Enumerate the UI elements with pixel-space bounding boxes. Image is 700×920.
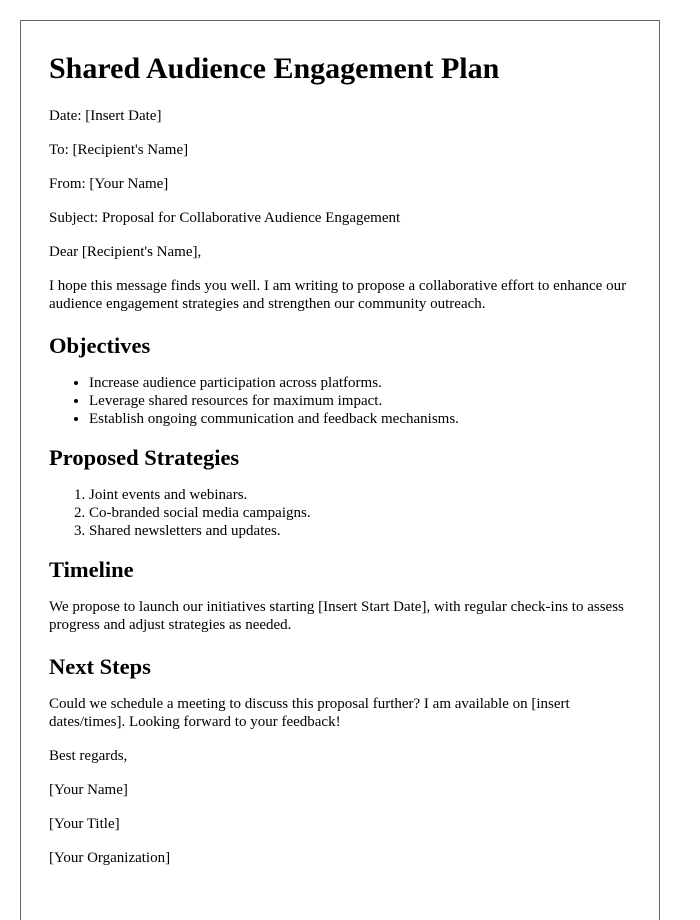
signature-name: [Your Name] [49,782,128,798]
list-item: • Leverage shared resources for maximum impact. [89,392,631,410]
objectives-heading: Objectives [49,333,151,358]
signature-title: [Your Title] [49,816,120,832]
from-line: From: [Your Name] [49,176,169,192]
strategies-heading: Proposed Strategies [49,445,240,470]
list-item: 3. Shared newsletters and updates. [89,522,631,540]
salutation: Dear [Recipient's Name], [49,244,202,260]
subject-line: Subject: Proposal for Collaborative Audience Engagement [49,210,401,226]
objectives-list [49,374,631,428]
list-item: • Increase audience participation across platforms. [89,374,631,392]
strategies-list [49,486,631,540]
timeline-heading: Timeline [49,557,134,582]
next-steps-paragraph: Could we schedule a meeting to discuss this proposal further? I am available on [insert dates/times]. Looking forward to your feedback! [49,696,570,730]
letter-body [49,107,631,883]
next-steps-heading: Next Steps [49,654,151,679]
list-item: • Establish ongoing communication and feedback mechanisms. [89,410,631,428]
intro-paragraph: I hope this message finds you well. I am writing to propose a collaborative effort to enhance our audience engagement strategies and strengthen our community outreach. [49,278,627,312]
signature-organization: [Your Organization] [49,850,171,866]
list-item: 1. Joint events and webinars. [89,486,631,504]
date-line: Date: [Insert Date] [49,108,162,124]
document-title: Shared Audience Engagement Plan [49,52,500,85]
to-line: To: [Recipient's Name] [49,142,189,158]
timeline-paragraph: We propose to launch our initiatives starting [Insert Start Date], with regular check-ins to assess progress and adjust strategies as needed. [49,599,624,633]
letter-page [20,20,660,920]
list-item: 2. Co-branded social media campaigns. [89,504,631,522]
closing: Best regards, [49,748,128,764]
